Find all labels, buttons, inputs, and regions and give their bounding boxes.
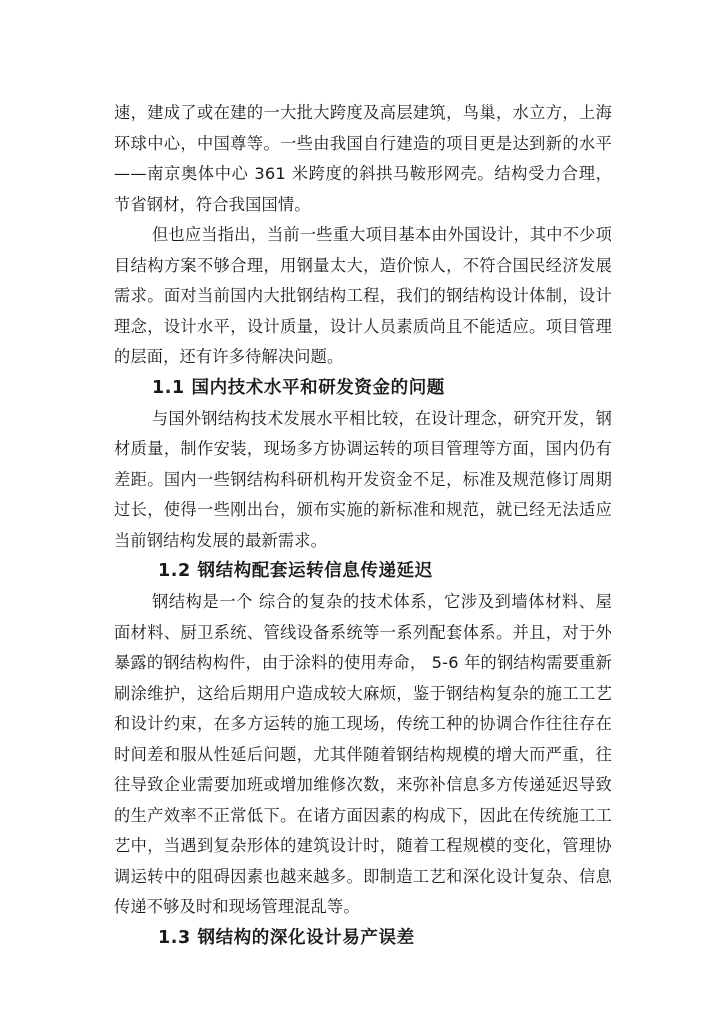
paragraph-domestic-level: 与国外钢结构技术发展水平相比较，在设计理念，研究开发，钢材质量，制作安装，现场多方协调运转的项目管理等方面，国内仍有差距。国内一些钢结构科研机构开发资金不足，标准及规范修订周期过长，使得一些刚出台，颁布实施的新标准和规范，就已经无法适应当前钢结构发展的最新需求。 [114,408,612,550]
section-heading-1-3: 1.3 钢结构的深化设计易产误差 [158,927,415,948]
document-page [114,98,612,954]
paragraph-foreign-design: 但也应当指出，当前一些重大项目基本由外国设计，其中不少项目结构方案不够合理，用钢量太大，造价惊人，不符合国民经济发展需求。面对当前国内大批钢结构工程，我们的钢结构设计体制，设计理念，设计水平，设计质量，设计人员素质尚且不能适应。项目管理的层面，还有许多待解决问题。 [114,225,612,366]
section-heading-1-1: 1.1 国内技术水平和研发资金的问题 [152,377,445,398]
section-heading-1-2: 1.2 钢结构配套运转信息传递延迟 [158,561,433,581]
paragraph-info-delay: 钢结构是一个 综合的复杂的技术体系，它涉及到墙体材料、屋面材料、厨卫系统、管线设备系统等一系列配套体系。并且，对于外暴露的钢结构构件，由于涂料的使用寿命， 5-6 年的钢结构需要重新刷涂维护，这给后期用户造成较大麻烦，鉴于钢结构复杂的施工工艺和设计约束，在多方运转的施工现场，传统工种的协调合作往往存在时间差和服从性延后问题，尤其伴随着钢结构规模的增大而严重，往往导致企业需要加班或增加维修次数，来弥补信息多方传递延迟导致的生产效率不正常低下。在诸方面因素的构成下，因此在传统施工工艺中，当遇到复杂形体的建筑设计时，随着工程规模的变化，管理协调运转中的阻碍因素也越来越多。即制造工艺和深化设计复杂、信息传递不够及时和现场管理混乱等。 [114,592,612,916]
paragraph-continuation: 速，建成了或在建的一大批大跨度及高层建筑，鸟巢，水立方，上海环球中心，中国尊等。一些由我国自行建造的项目更是达到新的水平——南京奥体中心 361 米跨度的斜拱马鞍形网壳。结构受力合理，节省钢材，符合我国国情。 [114,103,612,214]
